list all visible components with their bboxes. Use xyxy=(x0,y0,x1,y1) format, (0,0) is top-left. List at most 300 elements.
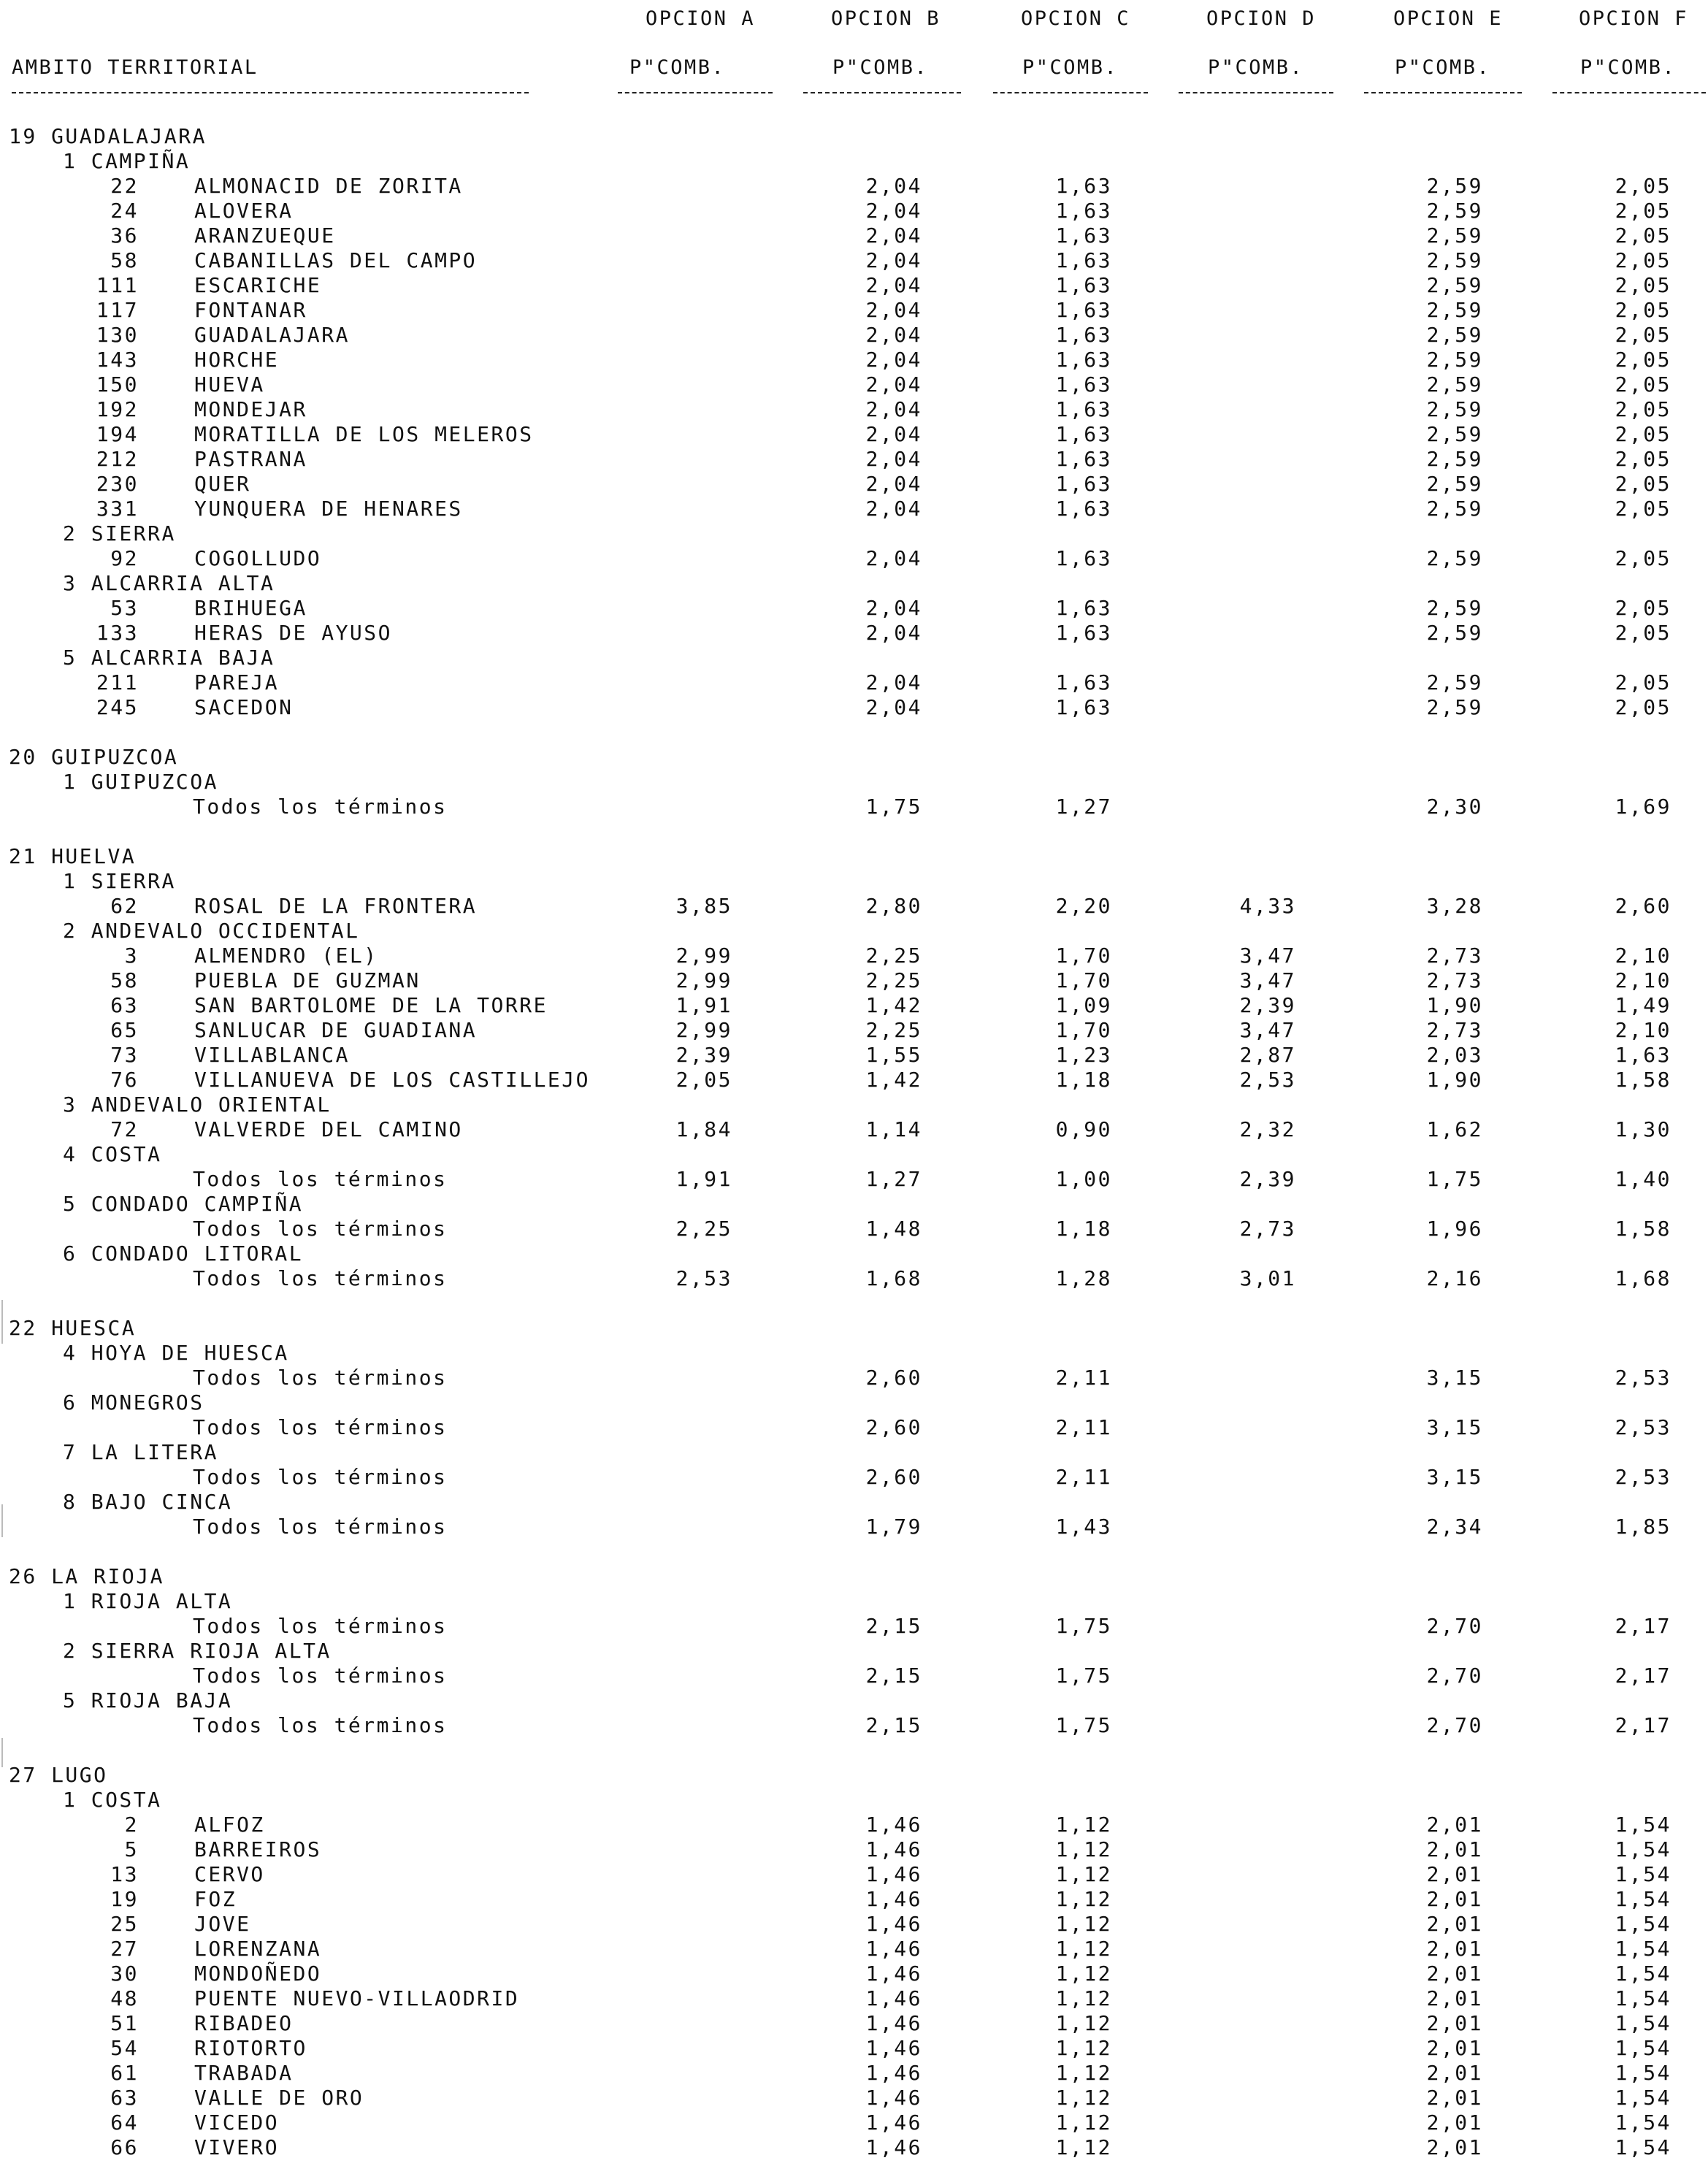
value-option-c: 1,63 xyxy=(1055,273,1112,297)
value-option-f: 2,05 xyxy=(1615,223,1671,248)
value-option-f: 1,49 xyxy=(1615,993,1671,1017)
municipality-name: FONTANAR xyxy=(194,298,307,322)
value-option-d: 3,47 xyxy=(1239,1018,1296,1042)
value-option-e: 2,59 xyxy=(1426,323,1483,347)
value-option-e: 2,59 xyxy=(1426,447,1483,471)
value-option-e: 2,59 xyxy=(1426,670,1483,694)
municipality-name: TRABADA xyxy=(194,2061,294,2085)
comarca-heading: 5 RIOJA BAJA xyxy=(63,1688,233,1712)
value-option-d: 2,39 xyxy=(1239,993,1296,1017)
value-option-c: 1,63 xyxy=(1055,670,1112,694)
municipality-name: PASTRANA xyxy=(194,447,307,471)
all-terms-label: Todos los términos xyxy=(193,1366,448,1390)
municipality-name: HUEVA xyxy=(194,372,265,397)
value-option-f: 1,85 xyxy=(1615,1515,1671,1539)
municipality-name: COGOLLUDO xyxy=(194,546,322,570)
value-option-e: 2,01 xyxy=(1426,1912,1483,1936)
municipality-name: MORATILLA DE LOS MELEROS xyxy=(194,422,534,446)
value-option-b: 2,04 xyxy=(865,695,922,719)
value-option-b: 2,15 xyxy=(865,1664,922,1688)
col-c-subheader: P"COMB. xyxy=(1022,56,1119,79)
value-option-b: 1,42 xyxy=(865,993,922,1017)
value-option-c: 1,63 xyxy=(1055,174,1112,198)
value-option-c: 1,12 xyxy=(1055,2011,1112,2035)
option-d-header: OPCION D xyxy=(1206,7,1317,30)
value-option-e: 2,59 xyxy=(1426,621,1483,645)
value-option-a: 2,39 xyxy=(675,1043,732,1067)
value-option-c: 1,63 xyxy=(1055,223,1112,248)
value-option-b: 2,04 xyxy=(865,273,922,297)
value-option-e: 2,01 xyxy=(1426,2036,1483,2060)
comarca-heading: 5 ALCARRIA BAJA xyxy=(63,646,275,670)
value-option-e: 2,59 xyxy=(1426,397,1483,421)
value-option-e: 2,59 xyxy=(1426,348,1483,372)
municipality-name: HORCHE xyxy=(194,348,280,372)
value-option-c: 2,20 xyxy=(1055,894,1112,918)
municipality-name: ALMONACID DE ZORITA xyxy=(194,174,463,198)
municipality-name: PUEBLA DE GUZMAN xyxy=(194,968,421,992)
value-option-f: 2,05 xyxy=(1615,248,1671,272)
value-option-f: 2,05 xyxy=(1615,695,1671,719)
value-option-b: 1,46 xyxy=(865,2011,922,2035)
municipality-name: CABANILLAS DEL CAMPO xyxy=(194,248,478,272)
municipality-code: 92 xyxy=(110,546,139,570)
value-option-e: 3,15 xyxy=(1426,1465,1483,1489)
all-terms-label: Todos los términos xyxy=(193,1515,448,1539)
value-option-c: 1,70 xyxy=(1055,944,1112,968)
value-option-c: 1,70 xyxy=(1055,1018,1112,1042)
value-option-f: 1,54 xyxy=(1615,2011,1671,2035)
value-option-c: 1,63 xyxy=(1055,596,1112,620)
value-option-f: 1,54 xyxy=(1615,1986,1671,2010)
value-option-a: 1,84 xyxy=(675,1117,732,1141)
value-option-b: 1,46 xyxy=(865,2061,922,2085)
value-option-f: 1,54 xyxy=(1615,1887,1671,1911)
value-option-c: 1,12 xyxy=(1055,1887,1112,1911)
value-option-c: 1,63 xyxy=(1055,199,1112,223)
municipality-name: VILLABLANCA xyxy=(194,1043,350,1067)
value-option-b: 2,04 xyxy=(865,670,922,694)
value-option-e: 2,59 xyxy=(1426,174,1483,198)
value-option-c: 1,09 xyxy=(1055,993,1112,1017)
value-option-a: 2,05 xyxy=(675,1068,732,1092)
value-option-f: 2,10 xyxy=(1615,944,1671,968)
municipality-name: ALOVERA xyxy=(194,199,294,223)
value-option-c: 1,12 xyxy=(1055,2086,1112,2110)
value-option-b: 1,46 xyxy=(865,2086,922,2110)
municipality-name: SANLUCAR DE GUADIANA xyxy=(194,1018,478,1042)
municipality-code: 63 xyxy=(110,2086,139,2110)
municipality-code: 3 xyxy=(124,944,139,968)
value-option-a: 3,85 xyxy=(675,894,732,918)
value-option-f: 2,17 xyxy=(1615,1713,1671,1737)
value-option-d: 3,01 xyxy=(1239,1266,1296,1290)
province-heading: 19 GUADALAJARA xyxy=(9,124,207,148)
value-option-c: 1,23 xyxy=(1055,1043,1112,1067)
comarca-heading: 4 HOYA DE HUESCA xyxy=(63,1341,289,1365)
value-option-a: 2,99 xyxy=(675,944,732,968)
province-heading: 27 LUGO xyxy=(9,1763,108,1787)
municipality-name: HERAS DE AYUSO xyxy=(194,621,393,645)
municipality-code: 230 xyxy=(96,472,139,496)
value-option-b: 2,04 xyxy=(865,422,922,446)
municipality-code: 245 xyxy=(96,695,139,719)
municipality-code: 53 xyxy=(110,596,139,620)
value-option-f: 1,63 xyxy=(1615,1043,1671,1067)
value-option-f: 2,05 xyxy=(1615,298,1671,322)
municipality-name: YUNQUERA DE HENARES xyxy=(194,497,463,521)
value-option-c: 1,63 xyxy=(1055,695,1112,719)
value-option-c: 1,12 xyxy=(1055,1813,1112,1837)
value-option-d: 4,33 xyxy=(1239,894,1296,918)
comarca-heading: 6 MONEGROS xyxy=(63,1390,204,1415)
municipality-code: 130 xyxy=(96,323,139,347)
municipality-code: 54 xyxy=(110,2036,139,2060)
municipality-code: 19 xyxy=(110,1887,139,1911)
value-option-c: 2,11 xyxy=(1055,1465,1112,1489)
value-option-c: 1,27 xyxy=(1055,795,1112,819)
value-option-b: 1,42 xyxy=(865,1068,922,1092)
municipality-code: 13 xyxy=(110,1862,139,1886)
comarca-heading: 5 CONDADO CAMPIÑA xyxy=(63,1192,304,1216)
value-option-a: 1,91 xyxy=(675,993,732,1017)
value-option-b: 1,46 xyxy=(865,1986,922,2010)
value-option-b: 2,04 xyxy=(865,372,922,397)
value-option-e: 2,59 xyxy=(1426,546,1483,570)
header-rule-b xyxy=(803,92,961,93)
municipality-code: 2 xyxy=(124,1813,139,1837)
value-option-f: 1,54 xyxy=(1615,1961,1671,1986)
municipality-name: BRIHUEGA xyxy=(194,596,307,620)
value-option-e: 2,59 xyxy=(1426,273,1483,297)
value-option-b: 2,25 xyxy=(865,1018,922,1042)
value-option-c: 1,63 xyxy=(1055,397,1112,421)
municipality-name: MONDEJAR xyxy=(194,397,307,421)
all-terms-label: Todos los términos xyxy=(193,1664,448,1688)
all-terms-label: Todos los términos xyxy=(193,1415,448,1439)
header-rule-d xyxy=(1179,92,1333,93)
municipality-code: 194 xyxy=(96,422,139,446)
value-option-b: 2,04 xyxy=(865,174,922,198)
value-option-f: 2,05 xyxy=(1615,372,1671,397)
municipality-name: SACEDON xyxy=(194,695,294,719)
value-option-b: 1,46 xyxy=(865,1837,922,1861)
value-option-c: 1,12 xyxy=(1055,1912,1112,1936)
value-option-e: 2,01 xyxy=(1426,1937,1483,1961)
option-e-header: OPCION E xyxy=(1393,7,1504,30)
value-option-b: 1,46 xyxy=(865,1862,922,1886)
margin-mark xyxy=(1,1504,3,1537)
margin-mark xyxy=(1,1738,3,1767)
municipality-code: 48 xyxy=(110,1986,139,2010)
value-option-c: 2,11 xyxy=(1055,1366,1112,1390)
value-option-f: 1,54 xyxy=(1615,2086,1671,2110)
comarca-heading: 1 GUIPUZCOA xyxy=(63,770,218,794)
municipality-code: 24 xyxy=(110,199,139,223)
value-option-f: 1,68 xyxy=(1615,1266,1671,1290)
value-option-e: 2,70 xyxy=(1426,1614,1483,1638)
municipality-name: ARANZUEQUE xyxy=(194,223,336,248)
value-option-e: 2,01 xyxy=(1426,2110,1483,2135)
value-option-c: 1,75 xyxy=(1055,1664,1112,1688)
value-option-b: 2,04 xyxy=(865,248,922,272)
value-option-b: 1,46 xyxy=(865,1813,922,1837)
header-rule-a xyxy=(618,92,773,93)
option-b-header: OPCION B xyxy=(831,7,941,30)
value-option-e: 2,59 xyxy=(1426,248,1483,272)
comarca-heading: 8 BAJO CINCA xyxy=(63,1490,233,1514)
value-option-f: 1,40 xyxy=(1615,1167,1671,1191)
value-option-c: 1,12 xyxy=(1055,1837,1112,1861)
value-option-d: 2,73 xyxy=(1239,1217,1296,1241)
value-option-f: 2,05 xyxy=(1615,472,1671,496)
value-option-c: 1,75 xyxy=(1055,1713,1112,1737)
col-a-subheader: P"COMB. xyxy=(629,56,726,79)
value-option-c: 1,18 xyxy=(1055,1068,1112,1092)
municipality-code: 63 xyxy=(110,993,139,1017)
value-option-f: 1,58 xyxy=(1615,1217,1671,1241)
comarca-heading: 2 SIERRA RIOJA ALTA xyxy=(63,1639,332,1663)
value-option-b: 2,04 xyxy=(865,397,922,421)
municipality-code: 150 xyxy=(96,372,139,397)
municipality-code: 111 xyxy=(96,273,139,297)
municipality-code: 76 xyxy=(110,1068,139,1092)
value-option-e: 2,59 xyxy=(1426,695,1483,719)
comarca-heading: 6 CONDADO LITORAL xyxy=(63,1241,304,1266)
value-option-f: 2,10 xyxy=(1615,1018,1671,1042)
comarca-heading: 1 SIERRA xyxy=(63,869,176,893)
value-option-c: 1,12 xyxy=(1055,1937,1112,1961)
value-option-f: 2,05 xyxy=(1615,397,1671,421)
value-option-f: 2,05 xyxy=(1615,670,1671,694)
municipality-code: 25 xyxy=(110,1912,139,1936)
value-option-c: 1,12 xyxy=(1055,2110,1112,2135)
value-option-e: 2,59 xyxy=(1426,199,1483,223)
value-option-b: 2,04 xyxy=(865,472,922,496)
municipality-name: VALVERDE DEL CAMINO xyxy=(194,1117,463,1141)
municipality-code: 5 xyxy=(124,1837,139,1861)
value-option-e: 2,01 xyxy=(1426,1986,1483,2010)
value-option-a: 2,25 xyxy=(675,1217,732,1241)
municipality-code: 66 xyxy=(110,2135,139,2159)
value-option-f: 1,58 xyxy=(1615,1068,1671,1092)
value-option-d: 3,47 xyxy=(1239,968,1296,992)
option-c-header: OPCION C xyxy=(1021,7,1131,30)
value-option-b: 1,46 xyxy=(865,2110,922,2135)
value-option-c: 1,12 xyxy=(1055,2135,1112,2159)
value-option-b: 2,04 xyxy=(865,223,922,248)
header-rule-ambito xyxy=(12,92,529,93)
comarca-heading: 1 CAMPIÑA xyxy=(63,149,191,173)
value-option-e: 1,75 xyxy=(1426,1167,1483,1191)
value-option-e: 2,73 xyxy=(1426,1018,1483,1042)
comarca-heading: 2 ANDEVALO OCCIDENTAL xyxy=(63,919,360,943)
value-option-b: 1,27 xyxy=(865,1167,922,1191)
municipality-name: VICEDO xyxy=(194,2110,280,2135)
municipality-code: 65 xyxy=(110,1018,139,1042)
all-terms-label: Todos los términos xyxy=(193,1614,448,1638)
value-option-b: 1,75 xyxy=(865,795,922,819)
value-option-e: 2,03 xyxy=(1426,1043,1483,1067)
value-option-f: 2,05 xyxy=(1615,174,1671,198)
value-option-f: 2,05 xyxy=(1615,199,1671,223)
municipality-name: CERVO xyxy=(194,1862,265,1886)
value-option-b: 1,46 xyxy=(865,2135,922,2159)
value-option-f: 2,05 xyxy=(1615,422,1671,446)
value-option-b: 2,04 xyxy=(865,323,922,347)
value-option-f: 1,30 xyxy=(1615,1117,1671,1141)
value-option-b: 2,15 xyxy=(865,1713,922,1737)
comarca-heading: 1 RIOJA ALTA xyxy=(63,1589,233,1613)
value-option-c: 1,63 xyxy=(1055,348,1112,372)
value-option-c: 1,12 xyxy=(1055,1862,1112,1886)
value-option-e: 2,16 xyxy=(1426,1266,1483,1290)
value-option-e: 3,28 xyxy=(1426,894,1483,918)
value-option-e: 2,73 xyxy=(1426,968,1483,992)
margin-mark xyxy=(1,1300,3,1344)
municipality-name: MONDOÑEDO xyxy=(194,1961,322,1986)
municipality-name: PAREJA xyxy=(194,670,280,694)
value-option-f: 2,60 xyxy=(1615,894,1671,918)
value-option-e: 2,59 xyxy=(1426,223,1483,248)
municipality-name: BARREIROS xyxy=(194,1837,322,1861)
comarca-heading: 1 COSTA xyxy=(63,1788,162,1812)
municipality-name: GUADALAJARA xyxy=(194,323,350,347)
value-option-f: 2,05 xyxy=(1615,273,1671,297)
municipality-name: FOZ xyxy=(194,1887,237,1911)
municipality-name: RIOTORTO xyxy=(194,2036,307,2060)
value-option-f: 1,54 xyxy=(1615,1912,1671,1936)
all-terms-label: Todos los términos xyxy=(193,795,448,819)
value-option-c: 1,18 xyxy=(1055,1217,1112,1241)
value-option-c: 1,43 xyxy=(1055,1515,1112,1539)
all-terms-label: Todos los términos xyxy=(193,1713,448,1737)
municipality-code: 62 xyxy=(110,894,139,918)
value-option-b: 1,46 xyxy=(865,1887,922,1911)
value-option-a: 2,53 xyxy=(675,1266,732,1290)
value-option-f: 1,54 xyxy=(1615,2110,1671,2135)
all-terms-label: Todos los términos xyxy=(193,1217,448,1241)
value-option-c: 0,90 xyxy=(1055,1117,1112,1141)
value-option-c: 1,63 xyxy=(1055,298,1112,322)
value-option-b: 2,04 xyxy=(865,497,922,521)
all-terms-label: Todos los términos xyxy=(193,1465,448,1489)
all-terms-label: Todos los términos xyxy=(193,1266,448,1290)
value-option-f: 2,05 xyxy=(1615,348,1671,372)
value-option-a: 1,91 xyxy=(675,1167,732,1191)
value-option-c: 1,12 xyxy=(1055,2061,1112,2085)
value-option-b: 2,25 xyxy=(865,968,922,992)
value-option-e: 2,01 xyxy=(1426,2086,1483,2110)
value-option-e: 2,70 xyxy=(1426,1664,1483,1688)
value-option-b: 2,80 xyxy=(865,894,922,918)
municipality-name: PUENTE NUEVO-VILLAODRID xyxy=(194,1986,520,2010)
value-option-e: 2,01 xyxy=(1426,2135,1483,2159)
value-option-b: 1,79 xyxy=(865,1515,922,1539)
value-option-f: 1,54 xyxy=(1615,2135,1671,2159)
value-option-c: 1,70 xyxy=(1055,968,1112,992)
value-option-c: 1,00 xyxy=(1055,1167,1112,1191)
comarca-heading: 2 SIERRA xyxy=(63,521,176,546)
municipality-code: 22 xyxy=(110,174,139,198)
comarca-heading: 7 LA LITERA xyxy=(63,1440,218,1464)
all-terms-label: Todos los términos xyxy=(193,1167,448,1191)
value-option-c: 1,63 xyxy=(1055,621,1112,645)
value-option-e: 2,59 xyxy=(1426,596,1483,620)
value-option-f: 1,69 xyxy=(1615,795,1671,819)
municipality-code: 212 xyxy=(96,447,139,471)
value-option-e: 2,01 xyxy=(1426,2061,1483,2085)
col-e-subheader: P"COMB. xyxy=(1395,56,1491,79)
comarca-heading: 3 ALCARRIA ALTA xyxy=(63,571,275,595)
province-heading: 22 HUESCA xyxy=(9,1316,137,1340)
value-option-e: 2,34 xyxy=(1426,1515,1483,1539)
value-option-e: 2,01 xyxy=(1426,1862,1483,1886)
value-option-e: 3,15 xyxy=(1426,1415,1483,1439)
municipality-name: QUER xyxy=(194,472,251,496)
col-f-subheader: P"COMB. xyxy=(1580,56,1677,79)
value-option-e: 1,90 xyxy=(1426,993,1483,1017)
value-option-f: 2,05 xyxy=(1615,621,1671,645)
value-option-c: 1,12 xyxy=(1055,1961,1112,1986)
value-option-b: 2,04 xyxy=(865,348,922,372)
value-option-f: 1,54 xyxy=(1615,1813,1671,1837)
value-option-b: 2,04 xyxy=(865,546,922,570)
value-option-e: 2,73 xyxy=(1426,944,1483,968)
municipality-name: ESCARICHE xyxy=(194,273,322,297)
value-option-e: 2,59 xyxy=(1426,298,1483,322)
value-option-e: 2,70 xyxy=(1426,1713,1483,1737)
value-option-c: 1,63 xyxy=(1055,472,1112,496)
value-option-e: 2,59 xyxy=(1426,497,1483,521)
value-option-f: 2,53 xyxy=(1615,1465,1671,1489)
value-option-d: 3,47 xyxy=(1239,944,1296,968)
comarca-heading: 4 COSTA xyxy=(63,1142,162,1166)
option-a-header: OPCION A xyxy=(646,7,756,30)
value-option-b: 2,60 xyxy=(865,1366,922,1390)
municipality-code: 211 xyxy=(96,670,139,694)
value-option-f: 1,54 xyxy=(1615,2036,1671,2060)
value-option-f: 2,10 xyxy=(1615,968,1671,992)
value-option-b: 2,60 xyxy=(865,1465,922,1489)
value-option-b: 2,04 xyxy=(865,596,922,620)
value-option-e: 2,01 xyxy=(1426,1837,1483,1861)
value-option-f: 1,54 xyxy=(1615,1862,1671,1886)
value-option-f: 2,53 xyxy=(1615,1366,1671,1390)
value-option-f: 2,53 xyxy=(1615,1415,1671,1439)
value-option-d: 2,53 xyxy=(1239,1068,1296,1092)
value-option-e: 2,59 xyxy=(1426,372,1483,397)
municipality-name: RIBADEO xyxy=(194,2011,294,2035)
value-option-a: 2,99 xyxy=(675,968,732,992)
value-option-c: 1,12 xyxy=(1055,1986,1112,2010)
value-option-c: 1,63 xyxy=(1055,248,1112,272)
value-option-c: 1,63 xyxy=(1055,422,1112,446)
col-b-subheader: P"COMB. xyxy=(832,56,929,79)
value-option-e: 1,62 xyxy=(1426,1117,1483,1141)
municipality-name: VILLANUEVA DE LOS CASTILLEJO xyxy=(194,1068,591,1092)
value-option-b: 1,46 xyxy=(865,1961,922,1986)
value-option-b: 1,14 xyxy=(865,1117,922,1141)
value-option-b: 2,04 xyxy=(865,199,922,223)
value-option-d: 2,39 xyxy=(1239,1167,1296,1191)
value-option-b: 2,04 xyxy=(865,447,922,471)
municipality-code: 36 xyxy=(110,223,139,248)
municipality-name: LORENZANA xyxy=(194,1937,322,1961)
value-option-c: 1,28 xyxy=(1055,1266,1112,1290)
value-option-c: 1,63 xyxy=(1055,323,1112,347)
municipality-code: 72 xyxy=(110,1117,139,1141)
